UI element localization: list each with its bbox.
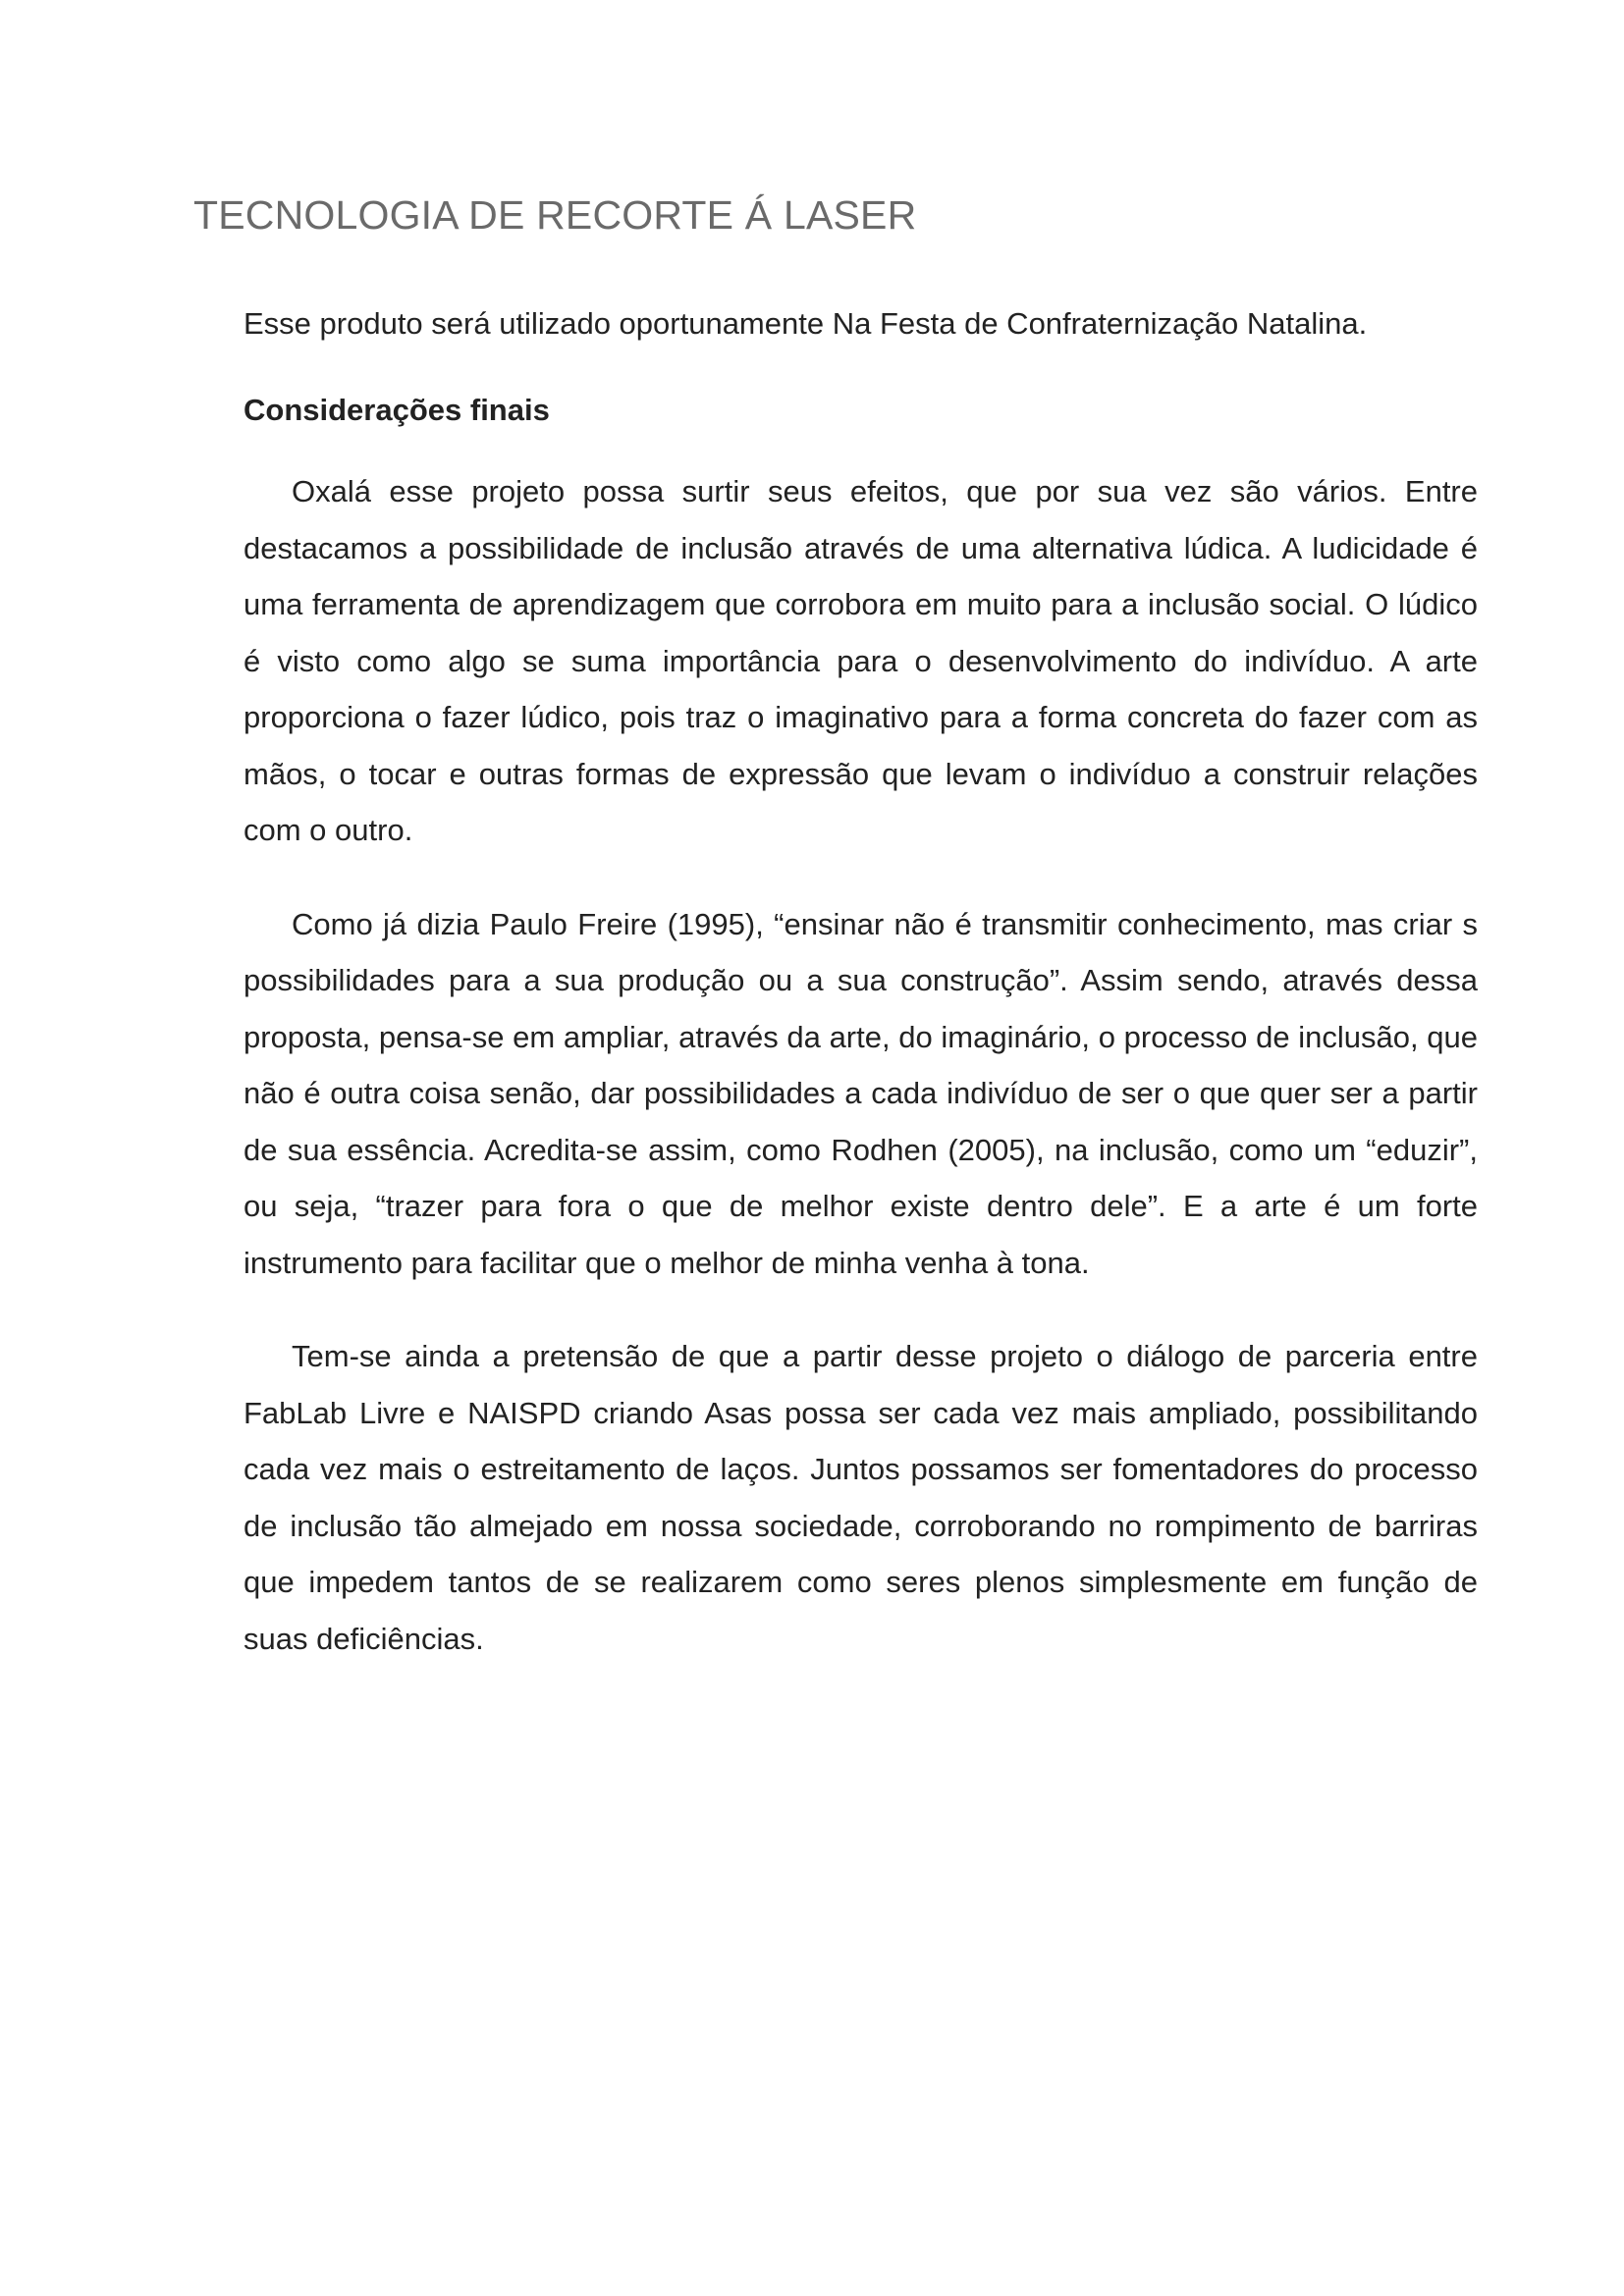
page-title: TECNOLOGIA DE RECORTE Á LASER [193, 192, 917, 238]
section-heading: Considerações finais [244, 393, 550, 427]
intro-paragraph: Esse produto será utilizado oportunamente Na Festa de Confraternização Natalina. [244, 306, 1368, 341]
body-paragraph-1: Oxalá esse projeto possa surtir seus efeitos, que por sua vez são vários. Entre destacamos a possibilidade de inclusão através de uma alternativa lúdica. A ludicidade é uma ferramenta de aprendizagem que corrobora em muito para a inclusão social. O lúdico é visto como algo se suma importância para o desenvolvimento do indivíduo. A arte proporciona o fazer lúdico, pois traz o imaginativo para a forma concreta do fazer com as mãos, o tocar e outras formas de expressão que levam o indivíduo a construir relações com o outro. [244, 474, 1478, 847]
body-paragraph-3: Tem-se ainda a pretensão de que a partir desse projeto o diálogo de parceria entre FabLab Livre e NAISPD criando Asas possa ser cada vez mais ampliado, possibilitando cada vez mais o estreitamento de laços. Juntos possamos ser fomentadores do processo de inclusão tão almejado em nossa sociedade, corroborando no rompimento de barriras que impedem tantos de se realizarem como seres plenos simplesmente em função de suas deficiências. [244, 1339, 1478, 1656]
body-paragraph-2: Como já dizia Paulo Freire (1995), “ensinar não é transmitir conhecimento, mas criar s possibilidades para a sua produção ou a sua construção”. Assim sendo, através dessa proposta, pensa-se em ampliar, através da arte, do imaginário, o processo de inclusão, que não é outra coisa senão, dar possibilidades a cada indivíduo de ser o que quer ser a partir de sua essência. Acredita-se assim, como Rodhen (2005), na inclusão, como um “eduzir”, ou seja, “trazer para fora o que de melhor existe dentro dele”. E a arte é um forte instrumento para facilitar que o melhor de minha venha à tona. [244, 906, 1478, 1280]
document-body [244, 300, 1478, 1667]
